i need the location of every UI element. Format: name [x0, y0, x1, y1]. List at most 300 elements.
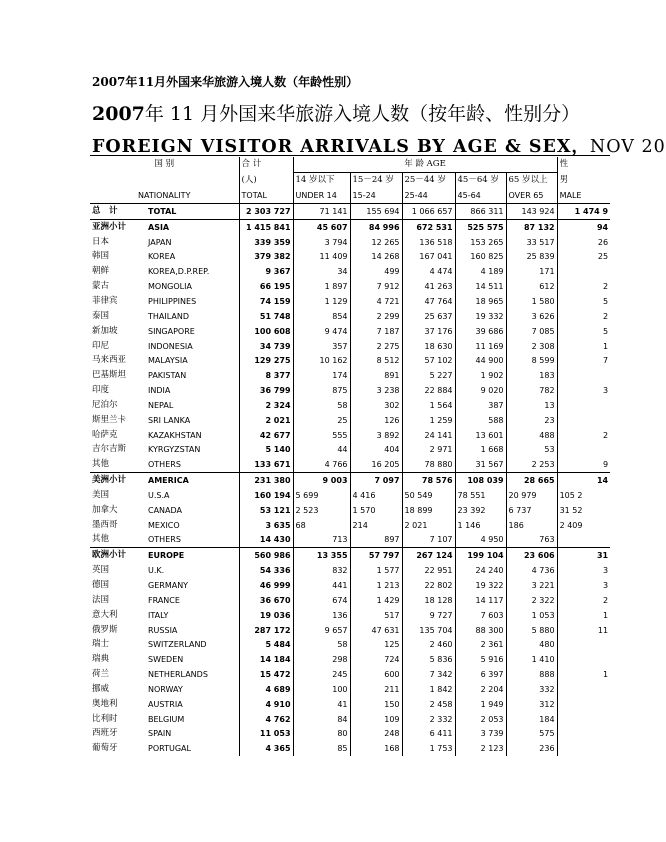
age-cell: 167 041	[402, 250, 455, 265]
total-cell: 3 635	[239, 518, 293, 533]
country-name-en: OTHERS	[148, 535, 181, 545]
age-cell: 85	[293, 741, 350, 756]
table-row	[90, 339, 610, 354]
age-cell: 3 626	[506, 309, 557, 324]
country-name-en: JAPAN	[148, 237, 172, 247]
header-age-1-cn: 14 岁以下	[293, 173, 350, 189]
country-name-cn: 葡萄牙	[92, 743, 118, 754]
total-cell: 66 195	[239, 279, 293, 294]
total-cell: 100 608	[239, 324, 293, 339]
table-row	[90, 741, 610, 756]
subtotal-row	[90, 473, 610, 488]
total-cell: 4 689	[239, 682, 293, 697]
male-cell: 3	[602, 566, 609, 576]
table-row	[90, 309, 610, 324]
age-cell: 713	[293, 533, 350, 548]
male-cell: 5	[602, 296, 609, 306]
male-cell: 31	[557, 548, 610, 563]
country-name-cn: 蒙古	[92, 281, 110, 292]
age-cell: 4 189	[455, 264, 506, 279]
age-cell: 87 132	[506, 219, 557, 234]
table-row	[90, 637, 610, 652]
total-cell: 53 121	[239, 503, 293, 518]
age-cell: 724	[350, 652, 402, 667]
age-cell: 28 665	[506, 473, 557, 488]
age-cell: 171	[506, 264, 557, 279]
age-cell: 441	[293, 578, 350, 593]
table-row	[90, 413, 610, 428]
age-cell: 18 899	[402, 503, 455, 518]
table-row	[90, 518, 610, 533]
table-row	[90, 488, 610, 503]
age-cell: 11 409	[293, 250, 350, 265]
age-cell: 1 580	[506, 294, 557, 309]
header-age-3-en: 25-44	[402, 188, 455, 204]
age-cell: 387	[455, 398, 506, 413]
age-cell: 136 518	[402, 235, 455, 250]
total-cell: 14 430	[239, 533, 293, 548]
age-cell: 248	[350, 727, 402, 742]
age-cell: 68	[293, 518, 350, 533]
male-cell: 2 409	[559, 520, 583, 530]
age-cell: 155 694	[350, 204, 402, 220]
age-cell: 499	[350, 264, 402, 279]
country-name-cn: 菲律宾	[92, 295, 118, 306]
age-cell: 1 577	[350, 563, 402, 578]
header-age-2-cn: 15－24 岁	[350, 173, 402, 189]
age-cell: 78 576	[402, 473, 455, 488]
age-cell: 672 531	[402, 219, 455, 234]
male-cell: 14	[557, 473, 610, 488]
male-cell	[557, 712, 610, 727]
male-cell: 3	[602, 581, 609, 591]
country-name-cn: 西班牙	[92, 728, 118, 739]
age-cell: 47 631	[350, 623, 402, 638]
age-cell: 214	[350, 518, 402, 533]
age-cell: 184	[506, 712, 557, 727]
age-cell: 2 253	[506, 457, 557, 472]
age-cell: 888	[506, 667, 557, 682]
country-name-en: ITALY	[148, 610, 169, 620]
age-cell: 866 311	[455, 204, 506, 220]
country-name-en: U.K.	[148, 566, 165, 576]
country-name-en: SRI LANKA	[148, 415, 191, 425]
age-cell: 763	[506, 533, 557, 548]
age-cell: 47 764	[402, 294, 455, 309]
total-cell: 560 986	[239, 548, 293, 563]
header-age-group: 年 龄 AGE	[293, 157, 557, 173]
table-row	[90, 324, 610, 339]
age-cell: 480	[506, 637, 557, 652]
country-name-en: BELGIUM	[148, 714, 185, 724]
total-cell: 14 184	[239, 652, 293, 667]
age-cell: 18 630	[402, 339, 455, 354]
total-cell: 129 275	[239, 353, 293, 368]
age-cell: 6 411	[402, 727, 455, 742]
table-row	[90, 457, 610, 472]
age-cell: 13	[506, 398, 557, 413]
table-row	[90, 398, 610, 413]
age-cell: 7 107	[402, 533, 455, 548]
country-name-cn: 欧洲小计	[90, 548, 146, 563]
country-name-en: SWITZERLAND	[148, 640, 207, 650]
table-row	[90, 533, 610, 548]
country-name-en: AMERICA	[146, 473, 239, 488]
table-row	[90, 697, 610, 712]
age-cell: 357	[293, 339, 350, 354]
total-cell: 34 739	[239, 339, 293, 354]
table-title-en-date: NOV 20	[589, 137, 666, 157]
age-cell: 3 238	[350, 383, 402, 398]
age-cell: 6 397	[455, 667, 506, 682]
country-name-cn: 巴基斯坦	[92, 370, 127, 381]
total-cell: 51 748	[239, 309, 293, 324]
country-name-en: KOREA,D.P.REP.	[148, 267, 210, 277]
male-cell	[557, 264, 610, 279]
age-cell: 1 570	[350, 503, 402, 518]
age-cell: 9 657	[293, 623, 350, 638]
country-name-cn: 哈萨克	[92, 429, 118, 440]
header-age-2-en: 15-24	[350, 188, 402, 204]
age-cell: 31 567	[455, 457, 506, 472]
total-cell: 2 021	[239, 413, 293, 428]
table-row	[90, 593, 610, 608]
country-name-en: THAILAND	[148, 311, 189, 321]
table-title-cn	[92, 99, 580, 126]
country-name-cn: 其他	[92, 459, 110, 470]
age-cell: 84	[293, 712, 350, 727]
total-cell: 19 036	[239, 608, 293, 623]
age-cell: 517	[350, 608, 402, 623]
male-cell	[557, 727, 610, 742]
table-row	[90, 264, 610, 279]
male-cell: 5	[602, 326, 609, 336]
page-title: 2007年11月外国来华旅游入境人数（年龄性别）	[92, 75, 359, 89]
age-cell: 37 176	[402, 324, 455, 339]
total-cell: 287 172	[239, 623, 293, 638]
male-cell: 105 2	[559, 490, 583, 500]
age-cell: 2 308	[506, 339, 557, 354]
age-cell: 1 129	[293, 294, 350, 309]
total-cell: 1 415 841	[239, 219, 293, 234]
country-name-cn: 尼泊尔	[92, 399, 118, 410]
age-cell: 5 916	[455, 652, 506, 667]
country-name-en: MEXICO	[148, 520, 180, 530]
country-name-cn: 新加坡	[92, 325, 118, 336]
male-cell	[557, 682, 610, 697]
age-cell: 20 979	[506, 488, 557, 503]
table-row	[90, 578, 610, 593]
age-cell: 5 880	[506, 623, 557, 638]
age-cell: 71 141	[293, 204, 350, 220]
male-cell	[557, 697, 610, 712]
total-cell: 2 303 727	[239, 204, 293, 220]
male-cell	[557, 398, 610, 413]
table-row	[90, 353, 610, 368]
country-name-en: PAKISTAN	[148, 371, 187, 381]
age-cell: 108 039	[455, 473, 506, 488]
age-cell: 588	[455, 413, 506, 428]
age-cell: 9 727	[402, 608, 455, 623]
age-cell: 575	[506, 727, 557, 742]
age-cell: 84 996	[350, 219, 402, 234]
age-cell: 7 085	[506, 324, 557, 339]
country-name-cn: 朝鲜	[92, 266, 110, 277]
age-cell: 7 097	[350, 473, 402, 488]
country-name-en: CANADA	[148, 505, 183, 515]
male-cell	[557, 533, 610, 548]
age-cell: 57 102	[402, 353, 455, 368]
age-cell: 25 839	[506, 250, 557, 265]
table-row	[90, 368, 610, 383]
male-cell: 2	[602, 595, 609, 605]
age-cell: 19 322	[455, 578, 506, 593]
age-cell: 8 512	[350, 353, 402, 368]
age-cell: 34	[293, 264, 350, 279]
age-cell: 245	[293, 667, 350, 682]
age-cell: 332	[506, 682, 557, 697]
country-name-cn: 俄罗斯	[92, 624, 118, 635]
country-name-en: KAZAKHSTAN	[148, 430, 202, 440]
total-cell: 46 999	[239, 578, 293, 593]
age-cell: 16 205	[350, 457, 402, 472]
age-cell: 4 721	[350, 294, 402, 309]
age-cell: 57 797	[350, 548, 402, 563]
table-row	[90, 383, 610, 398]
age-cell: 7 912	[350, 279, 402, 294]
age-cell: 19 332	[455, 309, 506, 324]
country-name-cn: 英国	[92, 565, 110, 576]
table-row	[90, 712, 610, 727]
age-cell: 1 753	[402, 741, 455, 756]
age-cell: 7 342	[402, 667, 455, 682]
total-cell: 15 472	[239, 667, 293, 682]
age-cell: 211	[350, 682, 402, 697]
male-cell: 9	[602, 460, 609, 470]
male-cell: 11	[597, 625, 609, 635]
male-cell: 1	[602, 670, 609, 680]
header-total-unit: (人)	[239, 173, 293, 189]
male-cell	[557, 652, 610, 667]
age-cell: 4 416	[350, 488, 402, 503]
country-name-cn: 亚洲小计	[90, 219, 146, 234]
table-row	[90, 682, 610, 697]
age-cell: 25 637	[402, 309, 455, 324]
age-cell: 2 299	[350, 309, 402, 324]
male-cell: 1	[602, 341, 609, 351]
age-cell: 312	[506, 697, 557, 712]
total-cell: 5 140	[239, 443, 293, 458]
header-age-4-cn: 45－64 岁	[455, 173, 506, 189]
age-cell: 41 263	[402, 279, 455, 294]
country-name-cn: 吉尔吉斯	[92, 444, 127, 455]
age-cell: 1 902	[455, 368, 506, 383]
title-rule	[90, 155, 610, 156]
total-cell: 133 671	[239, 457, 293, 472]
age-cell: 612	[506, 279, 557, 294]
country-name-en: NORWAY	[148, 684, 183, 694]
age-cell: 1 842	[402, 682, 455, 697]
country-name-cn: 斯里兰卡	[92, 414, 127, 425]
age-cell: 1 564	[402, 398, 455, 413]
age-cell: 2 460	[402, 637, 455, 652]
age-cell: 14 511	[455, 279, 506, 294]
age-cell: 10 162	[293, 353, 350, 368]
male-cell	[557, 368, 610, 383]
male-cell: 2	[602, 282, 609, 292]
total-cell: 231 380	[239, 473, 293, 488]
country-name-cn: 瑞士	[92, 639, 110, 650]
age-cell: 3 739	[455, 727, 506, 742]
age-cell: 78 551	[455, 488, 506, 503]
age-cell: 183	[506, 368, 557, 383]
total-cell: 74 159	[239, 294, 293, 309]
age-cell: 8 599	[506, 353, 557, 368]
age-cell: 78 880	[402, 457, 455, 472]
age-cell: 1 897	[293, 279, 350, 294]
age-cell: 3 221	[506, 578, 557, 593]
male-cell: 7	[602, 356, 609, 366]
age-cell: 9 474	[293, 324, 350, 339]
age-cell: 11 169	[455, 339, 506, 354]
header-age-3-cn: 25－44 岁	[402, 173, 455, 189]
table-title-en-text: FOREIGN VISITOR ARRIVALS BY AGE & SEX，	[92, 137, 590, 157]
age-cell: 125	[350, 637, 402, 652]
age-cell: 782	[506, 383, 557, 398]
header-age-4-en: 45-64	[455, 188, 506, 204]
table-row	[90, 428, 610, 443]
age-cell: 88 300	[455, 623, 506, 638]
table-row	[90, 279, 610, 294]
age-cell: 1 213	[350, 578, 402, 593]
total-cell: 2 324	[239, 398, 293, 413]
age-cell: 126	[350, 413, 402, 428]
total-cell: 54 336	[239, 563, 293, 578]
country-name-cn: 美洲小计	[90, 473, 146, 488]
age-cell: 7 187	[350, 324, 402, 339]
country-name-en: MONGOLIA	[148, 282, 192, 292]
total-cell: 379 382	[239, 250, 293, 265]
age-cell: 9 003	[293, 473, 350, 488]
age-cell: 174	[293, 368, 350, 383]
total-cell: 42 677	[239, 428, 293, 443]
age-cell: 832	[293, 563, 350, 578]
age-cell: 22 884	[402, 383, 455, 398]
header-total-en: TOTAL	[239, 188, 293, 204]
age-cell: 12 265	[350, 235, 402, 250]
country-name-en: GERMANY	[148, 581, 189, 591]
country-name-cn: 总 计	[92, 205, 118, 216]
country-name-cn: 韩国	[92, 251, 110, 262]
country-name-cn: 印度	[92, 385, 110, 396]
age-cell: 2 361	[455, 637, 506, 652]
country-name-cn: 加拿大	[92, 504, 118, 515]
male-cell	[557, 413, 610, 428]
age-cell: 186	[506, 518, 557, 533]
age-cell: 3 892	[350, 428, 402, 443]
total-cell: 339 359	[239, 235, 293, 250]
total-cell: 5 484	[239, 637, 293, 652]
visitor-arrivals-table	[90, 157, 610, 756]
age-cell: 555	[293, 428, 350, 443]
country-name-en: AUSTRIA	[148, 699, 183, 709]
country-name-cn: 美国	[92, 489, 110, 500]
subtotal-row	[90, 548, 610, 563]
age-cell: 22 951	[402, 563, 455, 578]
age-cell: 168	[350, 741, 402, 756]
age-cell: 674	[293, 593, 350, 608]
age-cell: 14 268	[350, 250, 402, 265]
total-cell: 36 670	[239, 593, 293, 608]
age-cell: 22 802	[402, 578, 455, 593]
age-cell: 2 971	[402, 443, 455, 458]
table-body	[90, 204, 610, 757]
age-cell: 136	[293, 608, 350, 623]
age-cell: 160 825	[455, 250, 506, 265]
age-cell: 404	[350, 443, 402, 458]
country-name-en: INDONESIA	[148, 341, 193, 351]
age-cell: 1 066 657	[402, 204, 455, 220]
table-row	[90, 443, 610, 458]
age-cell: 150	[350, 697, 402, 712]
country-name-en: NETHERLANDS	[148, 670, 208, 680]
total-cell: 36 799	[239, 383, 293, 398]
total-cell: 8 377	[239, 368, 293, 383]
country-name-en: SPAIN	[148, 729, 172, 739]
age-cell: 135 704	[402, 623, 455, 638]
age-cell: 153 265	[455, 235, 506, 250]
country-name-en: EUROPE	[146, 548, 239, 563]
age-cell: 1 949	[455, 697, 506, 712]
age-cell: 80	[293, 727, 350, 742]
age-cell: 2 275	[350, 339, 402, 354]
country-name-cn: 马来西亚	[92, 355, 127, 366]
total-cell: 4 910	[239, 697, 293, 712]
country-name-cn: 其他	[92, 534, 110, 545]
age-cell: 2 332	[402, 712, 455, 727]
age-cell: 2 204	[455, 682, 506, 697]
age-cell: 4 736	[506, 563, 557, 578]
male-cell: 1 474 9	[574, 206, 609, 216]
age-cell: 1 668	[455, 443, 506, 458]
age-cell: 23	[506, 413, 557, 428]
age-cell: 302	[350, 398, 402, 413]
age-cell: 13 355	[293, 548, 350, 563]
age-cell: 2 322	[506, 593, 557, 608]
country-name-cn: 日本	[92, 236, 110, 247]
age-cell: 2 523	[293, 503, 350, 518]
age-cell: 1 410	[506, 652, 557, 667]
age-cell: 4 950	[455, 533, 506, 548]
age-cell: 39 686	[455, 324, 506, 339]
male-cell: 25	[597, 252, 609, 262]
subtotal-row	[90, 219, 610, 234]
age-cell: 298	[293, 652, 350, 667]
country-name-en: KYRGYZSTAN	[148, 445, 201, 455]
country-name-en: INDIA	[148, 386, 171, 396]
table-row	[90, 623, 610, 638]
country-name-en: OTHERS	[148, 460, 181, 470]
table-row	[90, 652, 610, 667]
country-name-en: SWEDEN	[148, 655, 184, 665]
country-name-en: NEPAL	[148, 400, 174, 410]
age-cell: 5 836	[402, 652, 455, 667]
age-cell: 875	[293, 383, 350, 398]
header-male-cn: 男	[559, 174, 569, 185]
male-cell: 2	[602, 430, 609, 440]
country-name-cn: 法国	[92, 594, 110, 605]
age-cell: 3 794	[293, 235, 350, 250]
